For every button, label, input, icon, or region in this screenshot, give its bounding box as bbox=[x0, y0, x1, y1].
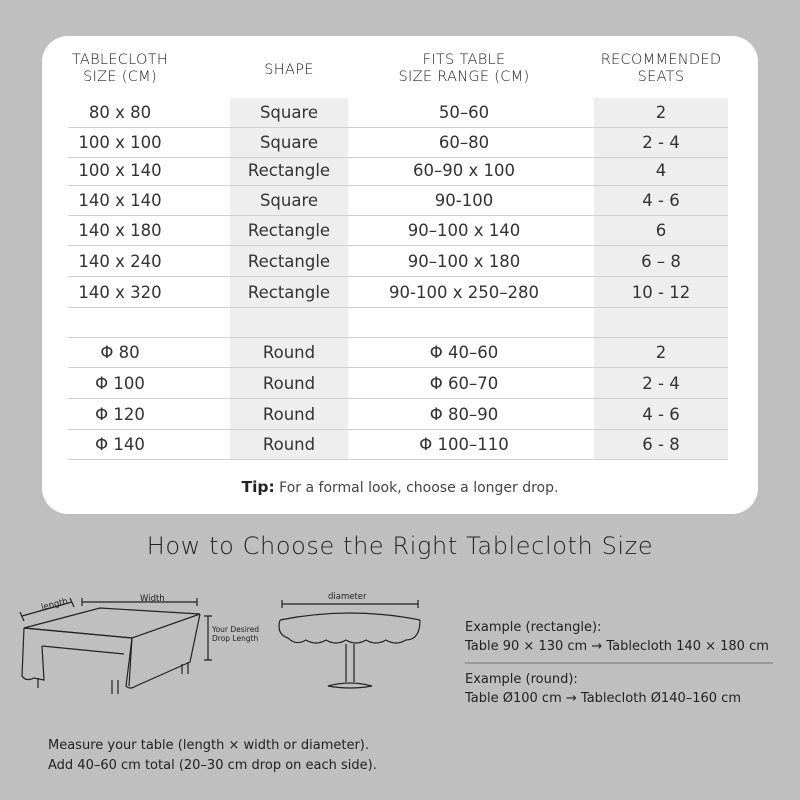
shape-cell: Rectangle bbox=[247, 161, 331, 180]
size-cell: Φ 140 bbox=[95, 435, 145, 454]
size-cell: 140 x 180 bbox=[78, 221, 162, 240]
row-divider bbox=[68, 398, 728, 399]
fits-cell: 90–100 x 140 bbox=[407, 221, 521, 240]
seats-cell: 2 - 4 bbox=[642, 133, 680, 152]
seats-cell: 6 bbox=[655, 221, 667, 240]
example-rect-title: Example (rectangle): bbox=[465, 620, 602, 635]
row-divider bbox=[68, 367, 728, 368]
row-divider bbox=[68, 459, 728, 460]
size-cell: Φ 120 bbox=[95, 405, 145, 424]
table-row bbox=[68, 128, 728, 158]
round-table-diagram bbox=[270, 588, 440, 698]
table-row bbox=[68, 156, 728, 186]
table-row-spacer bbox=[68, 308, 728, 338]
header-seats-line1: RECOMMENDED bbox=[600, 52, 722, 68]
fits-cell: 60–90 x 100 bbox=[413, 161, 515, 180]
seats-cell: 2 - 4 bbox=[642, 374, 680, 393]
fits-cell: Φ 100–110 bbox=[419, 435, 509, 454]
example-round-title: Example (round): bbox=[465, 672, 578, 687]
seats-cell: 6 - 8 bbox=[642, 435, 680, 454]
table-row bbox=[68, 369, 728, 399]
rectangle-table-diagram bbox=[12, 590, 282, 700]
size-cell: 80 x 80 bbox=[88, 103, 152, 122]
shape-cell: Round bbox=[262, 343, 316, 362]
width-label: Width bbox=[140, 594, 165, 604]
header-shape-text: SHAPE bbox=[264, 62, 314, 78]
size-cell: Φ 80 bbox=[100, 343, 140, 362]
shape-cell: Square bbox=[259, 103, 319, 122]
table-row bbox=[68, 338, 728, 368]
fits-cell: 90-100 bbox=[434, 191, 494, 210]
shape-cell: Rectangle bbox=[247, 283, 331, 302]
drop-label-line1: Your Desired bbox=[212, 625, 260, 634]
table-row bbox=[68, 98, 728, 128]
seats-cell: 4 bbox=[655, 161, 667, 180]
example-rect-text: Table 90 × 130 cm → Tablecloth 140 × 180 cm bbox=[465, 639, 769, 654]
table-row bbox=[68, 430, 728, 460]
header-fits bbox=[368, 52, 560, 86]
seats-cell: 2 bbox=[655, 103, 667, 122]
row-divider bbox=[68, 245, 728, 246]
header-size bbox=[56, 52, 184, 86]
seats-cell: 4 - 6 bbox=[642, 405, 680, 424]
fits-cell: 90-100 x 250–280 bbox=[389, 283, 539, 302]
size-cell: 140 x 320 bbox=[78, 283, 162, 302]
table-row bbox=[68, 278, 728, 308]
fits-cell: Φ 40–60 bbox=[429, 343, 499, 362]
tip-label: Tip: bbox=[241, 478, 275, 496]
size-cell: 140 x 140 bbox=[78, 191, 162, 210]
fits-cell: 60–80 bbox=[438, 133, 490, 152]
shape-cell: Round bbox=[262, 374, 316, 393]
size-cell: 100 x 140 bbox=[78, 161, 162, 180]
header-fits-line1: FITS TABLE bbox=[422, 52, 506, 68]
tip-line bbox=[0, 478, 800, 496]
header-size-line2: SIZE (CM) bbox=[83, 69, 157, 85]
shape-cell: Square bbox=[259, 133, 319, 152]
measure-instruction-1: Measure your table (length × width or diameter). bbox=[48, 738, 370, 753]
table-row bbox=[68, 400, 728, 430]
seats-cell: 2 bbox=[655, 343, 667, 362]
tip-text: For a formal look, choose a longer drop. bbox=[279, 480, 559, 496]
seats-cell: 6 – 8 bbox=[641, 252, 681, 271]
seats-cell: 10 - 12 bbox=[631, 283, 691, 302]
examples-divider bbox=[465, 662, 773, 664]
length-label: length bbox=[40, 596, 70, 613]
header-shape bbox=[230, 62, 348, 79]
guide-title: How to Choose the Right Tablecloth Size bbox=[146, 532, 654, 560]
drop-dimension-line bbox=[204, 616, 212, 660]
row-divider bbox=[68, 276, 728, 277]
fits-cell: Φ 60–70 bbox=[429, 374, 499, 393]
fits-cell: 90–100 x 180 bbox=[407, 252, 521, 271]
shape-cell: Round bbox=[262, 435, 316, 454]
size-cell: 100 x 100 bbox=[78, 133, 162, 152]
measure-instruction-2: Add 40–60 cm total (20–30 cm drop on each side). bbox=[48, 758, 377, 773]
shape-cell: Rectangle bbox=[247, 252, 331, 271]
header-size-line1: TABLECLOTH bbox=[71, 52, 169, 68]
header-seats-line2: SEATS bbox=[637, 69, 685, 85]
header-seats bbox=[594, 52, 728, 86]
header-fits-line2: SIZE RANGE (CM) bbox=[398, 69, 530, 85]
size-cell: Φ 100 bbox=[95, 374, 145, 393]
shape-cell: Rectangle bbox=[247, 221, 331, 240]
shape-cell: Round bbox=[262, 405, 316, 424]
fits-cell: 50–60 bbox=[438, 103, 490, 122]
table-row bbox=[68, 247, 728, 277]
seats-cell: 4 - 6 bbox=[642, 191, 680, 210]
diameter-label: diameter bbox=[328, 592, 367, 602]
fits-cell: Φ 80–90 bbox=[429, 405, 499, 424]
shape-cell: Square bbox=[259, 191, 319, 210]
size-cell: 140 x 240 bbox=[78, 252, 162, 271]
table-row bbox=[68, 186, 728, 216]
example-round-text: Table Ø100 cm → Tablecloth Ø140–160 cm bbox=[465, 691, 741, 706]
drop-label-line2: Drop Length bbox=[212, 634, 259, 643]
table-row bbox=[68, 216, 728, 246]
